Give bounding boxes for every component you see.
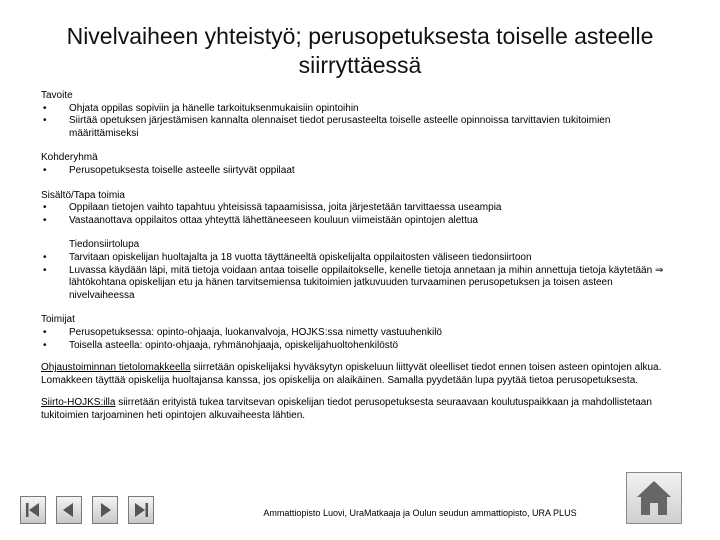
item-text: Vastaanottava oppilaitos ottaa yhteyttä lähettäneeseen kouluun viimeistään opintojen alettua xyxy=(69,214,478,226)
paragraph-siirto-hojks xyxy=(41,397,681,422)
paragraph-text: siirretään erityistä tukea tarvitsevan opiskelijan tiedot perusopetuksesta seuraavaan koulutuspaikkaan ja mahdollistetaan tukitoimien tarjoaminen heti opintojen alkuvaiheesta lähtien. xyxy=(41,397,652,421)
next-icon xyxy=(93,497,117,523)
paragraph-text: siirretään opiskelijaksi hyväksytyn opiskeluun liittyvät oleelliset tiedot ennen toisen asteen opintojen alkua. Lomakkeen täyttää opiskelija huoltajansa kanssa, jos opiskelija on alaikäinen. Samalla pyydetään lupa pyytää tietoa perusopetuksesta. xyxy=(41,362,662,386)
slide-body xyxy=(41,90,681,422)
list-item xyxy=(41,265,681,303)
bullet: • xyxy=(43,214,47,226)
heading-toimijat: Toimijat xyxy=(41,314,75,326)
heading-tavoite: Tavoite xyxy=(41,90,73,101)
bullet: • xyxy=(43,339,47,351)
item-text: Perusopetuksesta toiselle asteelle siirtyvät oppilaat xyxy=(69,164,295,176)
item-text: Oppilaan tietojen vaihto tapahtuu yhteisissä tapaamisissa, joita järjestetään tarvittaessa useampia xyxy=(69,202,502,214)
list-item xyxy=(41,202,681,215)
item-text: Perusopetuksessa: opinto-ohjaaja, luokanvalvoja, HOJKS:ssa nimetty vastuuhenkilö xyxy=(69,326,442,338)
bullet: • xyxy=(43,251,47,263)
item-text: Luvassa käydään läpi, mitä tietoja voidaan antaa toiselle oppilaitokselle, kenelle tietoja annetaan ja mihin annettuja tietoja käytetään ⇒ lähtökohtana opiskelijan etu ja hänen tarvitsemiensa tukitoimien jatkuvuuden turvaaminen perusopetuksen ja toisen asteen nivelvaiheessa xyxy=(69,264,664,301)
last-slide-button[interactable] xyxy=(128,496,154,524)
list-item xyxy=(41,165,681,178)
list-item xyxy=(41,327,681,340)
last-icon xyxy=(129,497,153,523)
list-item xyxy=(41,115,681,140)
previous-slide-button[interactable] xyxy=(56,496,82,524)
first-slide-button[interactable] xyxy=(20,496,46,524)
bullet: • xyxy=(43,102,47,114)
list-item xyxy=(41,340,681,353)
item-text: Ohjata oppilas sopiviin ja hänelle tarkoituksenmukaisiin opintoihin xyxy=(69,102,359,114)
item-text: Siirtää opetuksen järjestämisen kannalta olennaiset tiedot perusasteelta toiselle asteelle opinnoissa tarvittavien tukitoimien määrittämiseksi xyxy=(69,115,611,139)
item-text: Toisella asteella: opinto-ohjaaja, ryhmänohjaaja, opiskelijahuoltohenkilöstö xyxy=(69,339,399,351)
bullet: • xyxy=(43,164,47,176)
bullet: • xyxy=(43,326,47,338)
link-ohjaustoiminnan-tietolomake[interactable]: Ohjaustoiminnan tietolomakkeella xyxy=(41,362,191,374)
heading-sisalto: Sisältö/Tapa toimia xyxy=(41,189,125,201)
footer-text: Ammattiopisto Luovi, UraMatkaaja ja Oulun seudun ammattiopisto, URA PLUS xyxy=(263,508,577,518)
bullet: • xyxy=(43,264,47,276)
first-icon xyxy=(21,497,45,523)
bullet: • xyxy=(43,115,47,127)
item-text: Tarvitaan opiskelijan huoltajalta ja 18 vuotta täyttäneeltä opiskelijalta oppilaitosten väliseen tiedonsiirtoon xyxy=(69,251,532,263)
link-siirto-hojks[interactable]: Siirto-HOJKS:illa xyxy=(41,397,116,409)
heading-kohderyhma: Kohderyhmä xyxy=(41,152,98,164)
next-slide-button[interactable] xyxy=(92,496,118,524)
subheading-tiedonsiirtolupa: Tiedonsiirtolupa xyxy=(69,239,140,251)
bullet: • xyxy=(43,202,47,214)
list-item xyxy=(41,252,681,265)
paragraph-ohjaustoiminta xyxy=(41,362,681,387)
list-item xyxy=(41,103,681,116)
prev-icon xyxy=(57,497,81,523)
slide-title: Nivelvaiheen yhteistyö; perusopetuksesta toiselle asteelle siirryttäessä xyxy=(66,23,654,78)
list-item xyxy=(41,215,681,228)
